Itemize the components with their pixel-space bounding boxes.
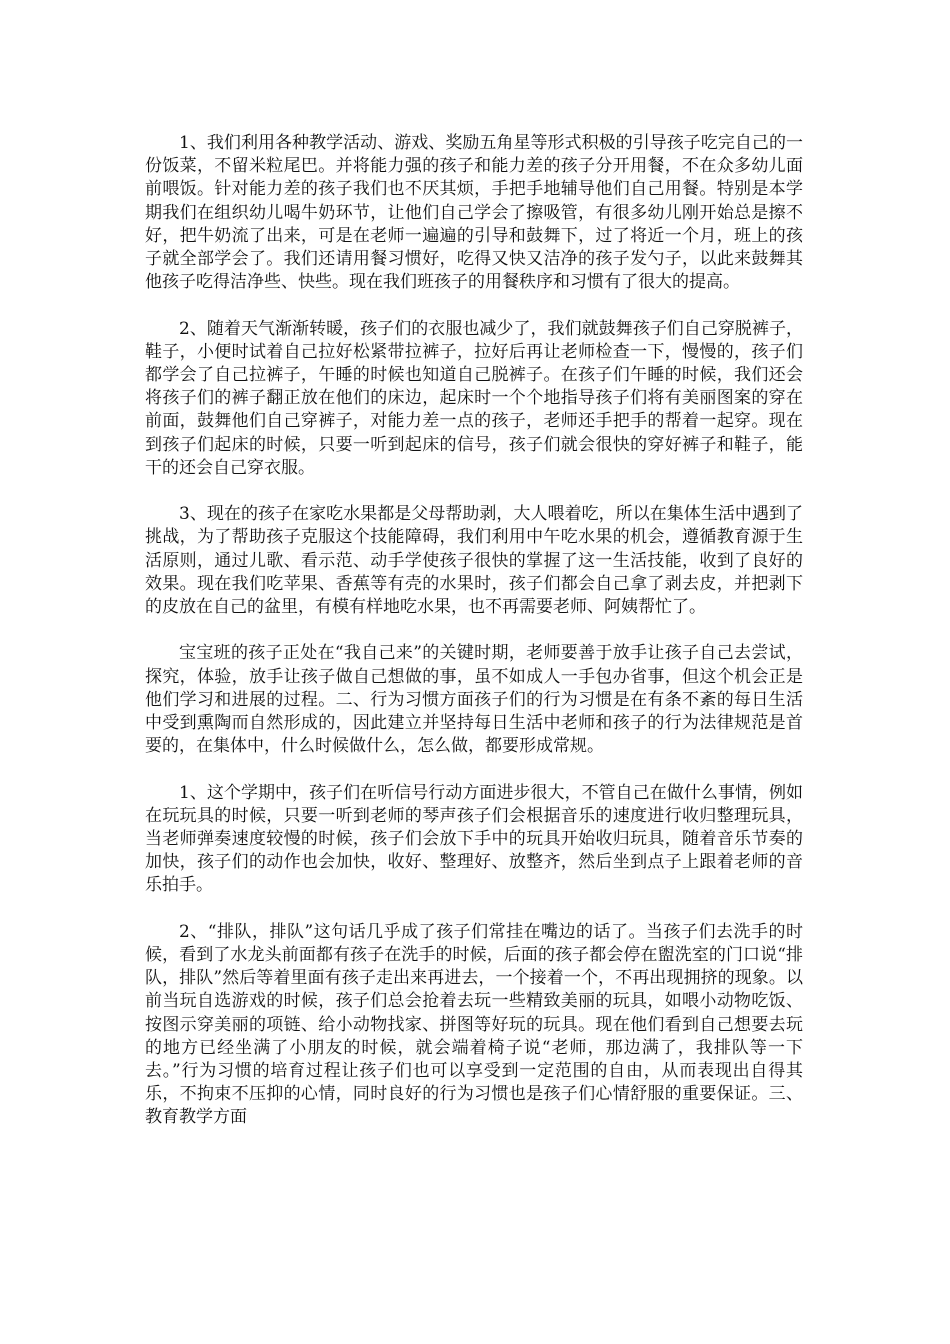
paragraph-dressing: 2、随着天气渐渐转暖，孩子们的衣服也减少了，我们就鼓舞孩子们自己穿脱裤子，鞋子，小便时试着自己拉好松紧带拉裤子，拉好后再让老师检查一下，慢慢的，孩子们都学会了自己拉裤子，午睡的时候也知道自己脱裤子。在孩子们午睡的时候，我们还会将孩子们的裤子翻正放在他们的床边，起床时一个个地指导孩子们将有美丽图案的穿在前面，鼓舞他们自己穿裤子，对能力差一点的孩子，老师还手把手的帮着一起穿。现在到孩子们起床的时候，只要一听到起床的信号，孩子们就会很快的穿好裤子和鞋子，能干的还会自己穿衣服。 <box>145 318 803 478</box>
document-body <box>145 132 803 1153</box>
paragraph-fruit-peeling: 3、现在的孩子在家吃水果都是父母帮助剥，大人喂着吃，所以在集体生活中遇到了挑战，为了帮助孩子克服这个技能障碍，我们利用中午吃水果的机会，遵循教育源于生活原则，通过儿歌、看示范、动手学使孩子很快的掌握了这一生活技能，收到了良好的效果。现在我们吃苹果、香蕉等有壳的水果时，孩子们都会自己拿了剥去皮，并把剥下的皮放在自己的盆里，有模有样地吃水果，也不再需要老师、阿姨帮忙了。 <box>145 504 803 618</box>
paragraph-signal-response: 1、这个学期中，孩子们在听信号行动方面进步很大，不管自己在做什么事情，例如在玩玩具的时候，只要一听到老师的琴声孩子们会根据音乐的速度进行收归整理玩具，当老师弹奏速度较慢的时候，孩子们会放下手中的玩具开始收归玩具，随着音乐节奏的加快，孩子们的动作也会加快，收好、整理好、放整齐，然后坐到点子上跟着老师的音乐拍手。 <box>145 782 803 896</box>
paragraph-queueing: 2、“排队，排队”这句话几乎成了孩子们常挂在嘴边的话了。当孩子们去洗手的时候，看到了水龙头前面都有孩子在洗手的时候，后面的孩子都会停在盥洗室的门口说“排队，排队”然后等着里面有孩子走出来再进去，一个接着一个，不再出现拥挤的现象。以前当玩自选游戏的时候，孩子们总会抢着去玩一些精致美丽的玩具，如喂小动物吃饭、按图示穿美丽的项链、给小动物找家、拼图等好玩的玩具。现在他们看到自己想要去玩的地方已经坐满了小朋友的时候，就会端着椅子说“老师，那边满了，我排队等一下去。”行为习惯的培育过程让孩子们也可以享受到一定范围的自由，从而表现出自得其乐，不拘束不压抑的心情，同时良好的行为习惯也是孩子们心情舒服的重要保证。三、教育教学方面 <box>145 921 803 1128</box>
paragraph-self-reliance-habits: 宝宝班的孩子正处在“我自己来”的关键时期，老师要善于放手让孩子自己去尝试，探究，体验，放手让孩子做自己想做的事，虽不如成人一手包办省事，但这个机会正是他们学习和进展的过程。二、行为习惯方面孩子们的行为习惯是在有条不紊的每日生活中受到熏陶而自然形成的，因此建立并坚持每日生活中老师和孩子的行为法律规范是首要的，在集体中，什么时候做什么，怎么做，都要形成常规。 <box>145 643 803 757</box>
paragraph-meal-habits: 1、我们利用各种教学活动、游戏、奖励五角星等形式积极的引导孩子吃完自己的一份饭菜，不留米粒尾巴。并将能力强的孩子和能力差的孩子分开用餐，不在众多幼儿面前喂饭。针对能力差的孩子我们也不厌其烦，手把手地辅导他们自己用餐。特别是本学期我们在组织幼儿喝牛奶环节，让他们自己学会了擦吸管，有很多幼儿刚开始总是擦不好，把牛奶流了出来，可是在老师一遍遍的引导和鼓舞下，过了将近一个月，班上的孩子就全部学会了。我们还请用餐习惯好，吃得又快又洁净的孩子发勺子，以此来鼓舞其他孩子吃得洁净些、快些。现在我们班孩子的用餐秩序和习惯有了很大的提高。 <box>145 133 803 293</box>
